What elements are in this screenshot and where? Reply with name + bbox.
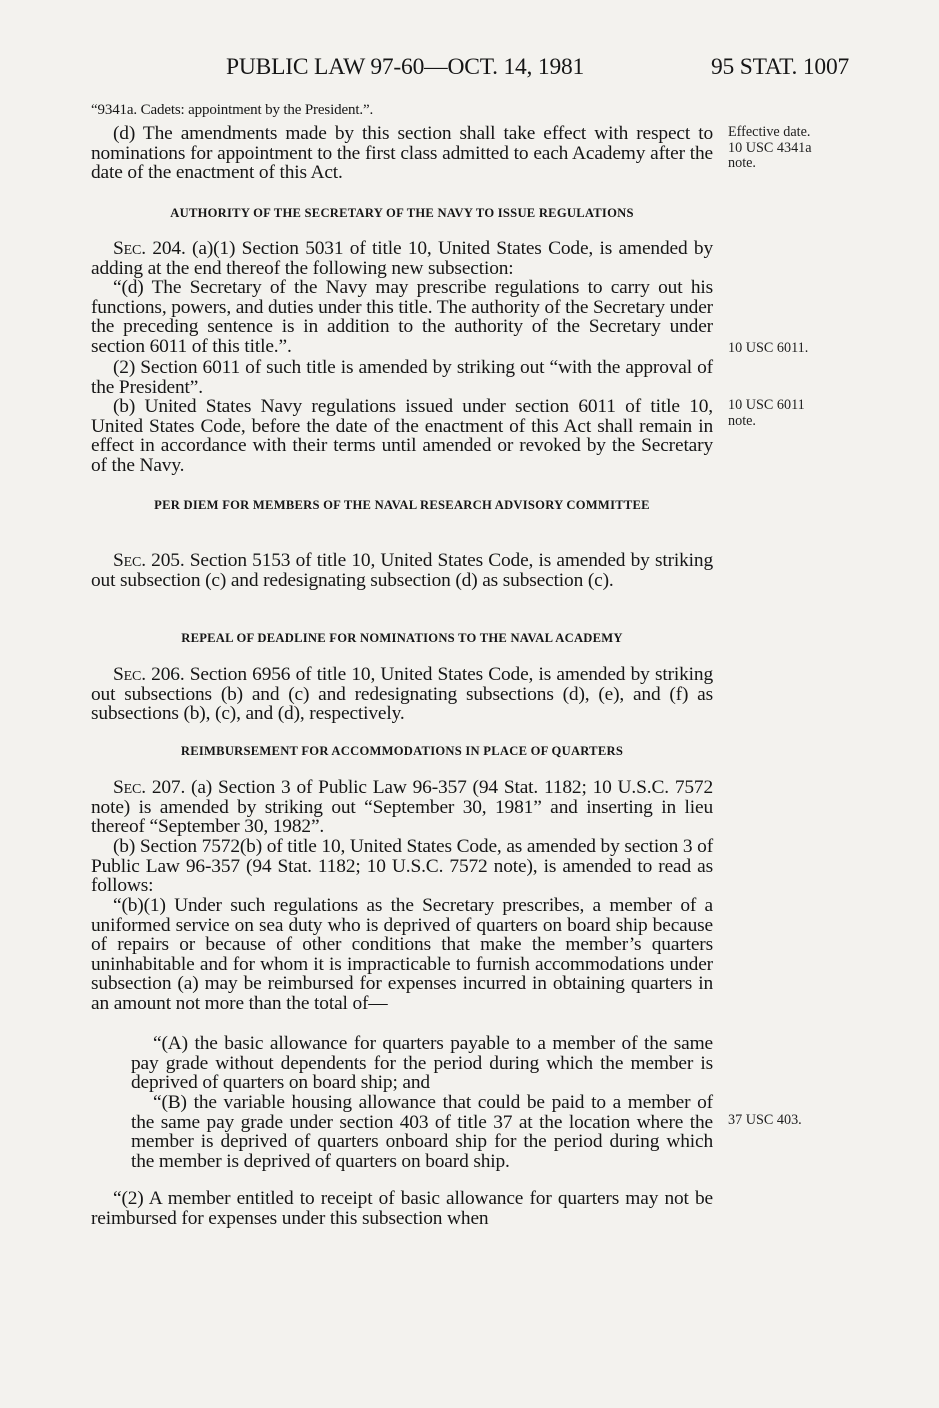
margin-note-effective-date: Effective date. 10 USC 4341a note. — [728, 124, 812, 171]
paragraph-sec-207-a — [91, 778, 713, 837]
paragraph-sec-205 — [91, 551, 713, 590]
section-label: Sec. — [113, 550, 146, 571]
heading-sec-204: AUTHORITY OF THE SECRETARY OF THE NAVY TO ISSUE REGULATIONS — [170, 206, 634, 220]
quoted-section-title: “9341a. Cadets: appointment by the President.”. — [91, 102, 374, 118]
margin-note-10-usc-6011: 10 USC 6011. — [728, 340, 809, 356]
page-title: PUBLIC LAW 97-60—OCT. 14, 1981 — [226, 54, 585, 80]
paragraph-sec-207-b1: “(b)(1) Under such regulations as the Secretary prescribes, a member of a uniformed service on sea duty who is deprived of quarters on board ship because of repairs or because of other conditions that make the member’s quarters uninhabitable and for whom it is impracticable to furnish accommodations under subsection (a) may be reimbursed for expenses incurred in obtaining quarters in an amount not more than the total of— — [91, 895, 713, 1014]
paragraph-sec-204-quote: “(d) The Secretary of the Navy may prescribe regulations to carry out his functions, powers, and duties under this title. The authority of the Secretary under the preceding sentence is in addition to the authority of the Secretary under section 6011 of this title.”. — [91, 277, 713, 357]
margin-note-37-usc-403: 37 USC 403. — [728, 1112, 802, 1128]
paragraph-effective-date: (d) The amendments made by this section shall take effect with respect to nominations for appointment to the first class admitted to each Academy after the date of the enactment of this Act. — [91, 123, 713, 184]
paragraph-sec-207-b1-B: “(B) the variable housing allowance that could be paid to a member of the same pay grade under section 403 of title 37 at the location where the member is deprived of quarters onboard ship for the period during which the member is deprived of quarters on board ship. — [131, 1092, 713, 1172]
heading-sec-205: PER DIEM FOR MEMBERS OF THE NAVAL RESEARCH ADVISORY COMMITTEE — [154, 498, 650, 512]
section-label: Sec. — [113, 777, 146, 798]
margin-note-10-usc-6011-note: 10 USC 6011 note. — [728, 397, 805, 429]
paragraph-sec-207-b2: “(2) A member entitled to receipt of basic allowance for quarters may not be reimbursed for expenses under this subsection when — [91, 1188, 713, 1229]
paragraph-sec-207-b: (b) Section 7572(b) of title 10, United States Code, as amended by section 3 of Public Law 96-357 (94 Stat. 1182; 10 U.S.C. 7572 note), is amended to read as follows: — [91, 836, 713, 897]
paragraph-sec-206 — [91, 665, 713, 724]
section-text: 204. (a)(1) Section 5031 of title 10, United States Code, is amended by adding at the end thereof the following new subsection: — [91, 238, 713, 279]
heading-sec-207: REIMBURSEMENT FOR ACCOMMODATIONS IN PLACE OF QUARTERS — [180, 744, 624, 758]
section-text: 206. Section 6956 of title 10, United States Code, is amended by striking out subsections (b) and (c) and redesignating subsections (d), (e), and (f) as subsections (b), (c), and (d), respectively. — [91, 664, 713, 725]
section-text: 207. (a) Section 3 of Public Law 96-357 (94 Stat. 1182; 10 U.S.C. 7572 note) is amended by striking out “September 30, 1981” and inserting in lieu thereof “September 30, 1982”. — [91, 777, 713, 838]
paragraph-sec-204-a1 — [91, 239, 713, 278]
paragraph-sec-204-a2: (2) Section 6011 of such title is amended by striking out “with the approval of the President”. — [91, 357, 713, 398]
stat-page-number: 95 STAT. 1007 — [711, 54, 850, 80]
heading-sec-206: REPEAL OF DEADLINE FOR NOMINATIONS TO THE NAVAL ACADEMY — [181, 631, 623, 645]
section-text: 205. Section 5153 of title 10, United States Code, is amended by striking out subsection (c) and redesignating subsection (d) as subsection (c). — [91, 550, 713, 591]
section-label: Sec. — [113, 238, 146, 259]
section-label: Sec. — [113, 664, 146, 685]
paragraph-sec-204-b: (b) United States Navy regulations issued under section 6011 of title 10, United States Code, before the date of the enactment of this Act shall remain in effect in accordance with their terms until amended or revoked by the Secretary of the Navy. — [91, 396, 713, 476]
running-head — [0, 54, 939, 84]
paragraph-sec-207-b1-A: “(A) the basic allowance for quarters payable to a member of the same pay grade without dependents for the period during which the member is deprived of quarters on board ship; and — [131, 1033, 713, 1094]
